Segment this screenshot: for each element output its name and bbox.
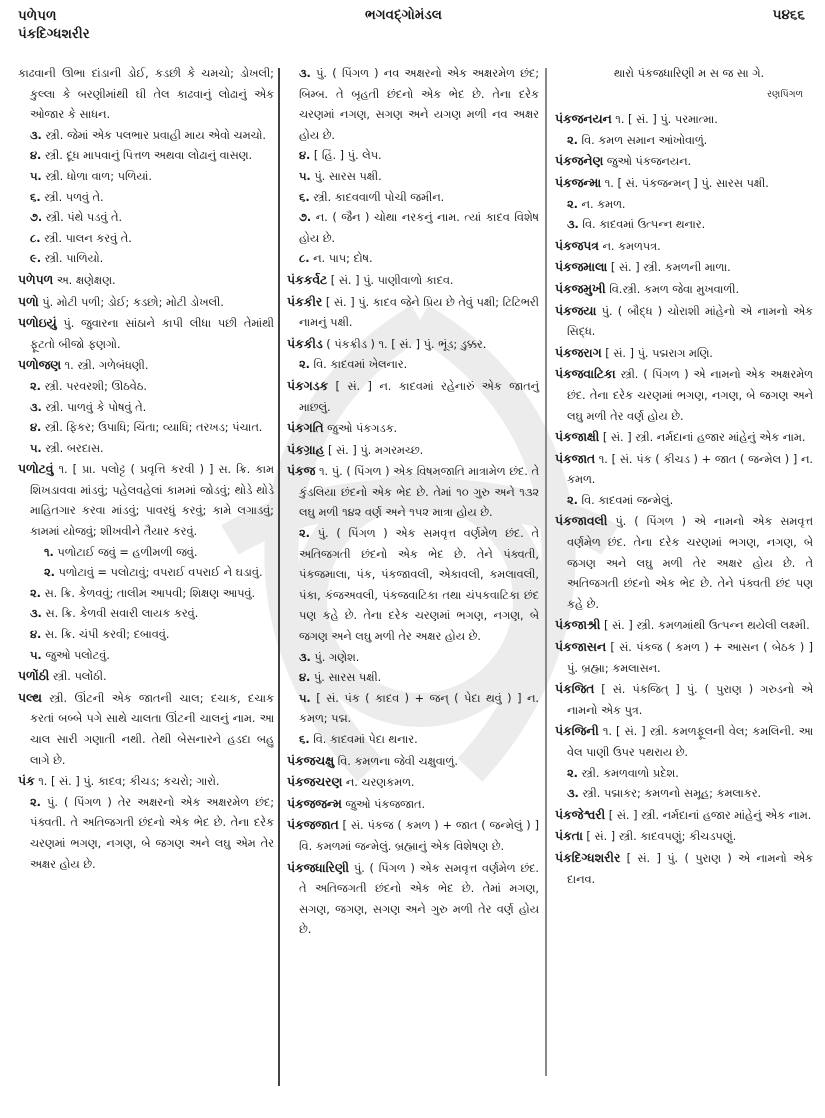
- dictionary-entry: [287, 440, 539, 462]
- sense-text: સ. ક્રિ. ચંપી કરવી; દબાવવું.: [44, 628, 170, 642]
- dictionary-entry: [555, 279, 813, 301]
- entry-sense: [18, 167, 274, 188]
- entry-headword: પળોટવું: [18, 462, 54, 477]
- verse-source: રણપિંગળ: [767, 88, 803, 100]
- entry-headword: પંકજયા: [555, 303, 597, 318]
- entry-sense: [287, 167, 539, 188]
- entry-sense: [287, 208, 539, 249]
- entry-headword: પંકજજાત: [287, 818, 339, 833]
- column-divider: [545, 68, 547, 1076]
- sense-number: ૨.: [567, 493, 578, 507]
- sense-number: ૭.: [30, 211, 43, 225]
- entry-headword: પંકગ્રાહ: [287, 442, 325, 457]
- entry-sense: [287, 730, 539, 751]
- entry-headword: પળો: [18, 294, 39, 309]
- entry-sense: [287, 64, 539, 146]
- sense-text: પું. ( પિંગળ ) એક સમવૃત્ત વર્ણમેળ છંદ. તે અતિજગતી છંદનો એક ભેદ છે. તેને પંક્વતી, પંકજમાલા, પંક, પંકજાવલી, એકાવલી, કમલાવલી, પંકા, કંજઅવલી, પંકજવાટિકા તથા ચંપકવાટિકા છંદ પણ કહે છે. તેના દરેક ચરણમાં ભગણ, નગણ, બે જગણ અને લઘુ મળી તેર અક્ષર હોય છે.: [299, 527, 539, 644]
- entry-headword: પંકજવાટિકા: [555, 367, 616, 382]
- sense-text: સ્ત્રી. પાળવું કે પોષવું તે.: [45, 400, 147, 414]
- sense-number: ૨.: [299, 527, 310, 541]
- dictionary-entry: [287, 794, 539, 816]
- entry-sense: [18, 249, 274, 270]
- entry-sense: [18, 625, 274, 646]
- entry-sense: [18, 418, 274, 439]
- entry-headword: પંકજમુખી: [555, 281, 606, 296]
- entry-definition: જુઓ પંકગડક.: [327, 422, 398, 436]
- entry-definition: [ સં. પંકજિત્ ] પું. ( પુરાણ ) ગરુડનો એ નામનો એક પુત્ર.: [567, 683, 813, 717]
- entry-definition: [ સં. ] ન. કાદવમાં રહેનારું એક જાતનું માછલું.: [299, 379, 539, 414]
- sense-number: ૫.: [299, 691, 311, 705]
- entry-sense: [287, 188, 539, 209]
- sense-number: ૫.: [30, 648, 42, 662]
- sense-number: ૩.: [30, 128, 42, 142]
- entry-headword: પંકદિગ્ધશરીર: [555, 850, 621, 865]
- entry-definition: [ સં. ] સ્ત્રી. કમળની માળા.: [610, 261, 731, 275]
- entry-sense: [287, 355, 539, 376]
- sense-number: ૪.: [30, 149, 42, 163]
- dictionary-entry: [287, 418, 539, 440]
- dictionary-entry: [555, 805, 813, 827]
- sense-number: ૨.: [299, 358, 310, 372]
- entry-headword: પંકજનેણ: [555, 154, 604, 169]
- entry-headword: પંકગડક: [287, 378, 329, 393]
- sense-number: ૨.: [567, 133, 578, 147]
- sense-number: ૩.: [30, 400, 42, 414]
- sense-text: પળોટાઈ જવું = હળીમળી જવું.: [57, 545, 198, 559]
- dictionary-entry: [555, 257, 813, 279]
- entry-headword: પંકજિની: [555, 724, 599, 739]
- entry-sense: [287, 648, 539, 669]
- page-number: ૫૪૬૬: [772, 7, 805, 23]
- entry-sense: [555, 215, 813, 236]
- entry-headword: પંકગતિ: [287, 421, 324, 436]
- sense-number: ૫.: [30, 441, 42, 455]
- sense-text: સ્ત્રી. પાલન કરવું તે.: [44, 231, 132, 245]
- entry-definition: પું. મોટી પળી; ડોઈ; કડછો; મોટી ડોખલી.: [42, 295, 224, 309]
- entry-headword: પળોંઠી: [18, 669, 50, 684]
- entry-definition: [ સં. ] સ્ત્રી. કાદવપણું; કીચડપણું.: [586, 830, 737, 844]
- sense-text: પું. ( પિંગળ ) નવ અક્ષરનો એક અક્ષરમેળ છંદ; બિમ્બ. તે બૃહતી છંદનો એક ભેદ છે. તેના દરેક ચરણમાં નગણ, સગણ અને યગણ મળી નવ અક્ષર હોય છે.: [299, 67, 540, 142]
- sense-text: વિ. કાદવમાં ઉત્પન્ન થનાર.: [582, 218, 706, 232]
- entry-headword: પંકજાવલી: [555, 514, 608, 529]
- entry-definition: [ સં. ] પું. પાણીવાળો કાદવ.: [330, 273, 454, 287]
- sense-text: જુઓ પલોટવું.: [45, 648, 110, 662]
- dictionary-entry: [555, 637, 813, 679]
- entry-definition: [ સં. પંકજ ( કમળ ) + આસન ( બેઠક ) ] પું. બ્રહ્મા; કમલાસન.: [567, 641, 814, 675]
- dictionary-entry: [555, 364, 813, 427]
- dictionary-entry: [555, 173, 813, 195]
- column-left: [18, 64, 274, 875]
- entry-definition: પું. ( બૌદ્ધ ) ચોરાશી માંહેનો એ નામનો એક સિદ્ધ.: [567, 304, 813, 339]
- sense-text: પળોટાવું = પલોટાવું; વપરાઈ વપરાઈ ને ઘડાવું.: [58, 566, 263, 580]
- entry-definition: પું. ( પિંગળ ) એ નામનો એક સમવૃત્ત વર્ણમેળ છંદ. તેના દરેક ચરણમાં ભગણ, નગણ, બે જગણ અને લઘુ મળી તેર અક્ષર હોય છે. તે અતિજગતી છંદનો એક ભેદ છે. તેને પંક્વતી છંદ પણ કહે છે.: [567, 515, 813, 611]
- sense-text: સ્ત્રી. પદ્માકર; કમળનો સમૂહ; કમલાકર.: [582, 787, 762, 801]
- book-title: ભગવદ્ગોમંડલ: [365, 7, 442, 23]
- entry-headword: પળોજણ: [18, 358, 62, 373]
- column-divider: [278, 68, 280, 1086]
- sense-text: [ સં. પંક ( કાદવ ) + જન્ ( પેદા થવું ) ] ન. કમળ; પદ્મ.: [299, 691, 539, 726]
- sense-text: સ. ક્રિ. કેળવી સવારી લાયક કરવું.: [45, 607, 199, 621]
- dictionary-entry: [18, 270, 274, 292]
- dictionary-entry: [555, 721, 813, 763]
- entry-definition: સ્ત્રી. ઊંટની એક જાતની ચાલ; દચાક, દચાક કરતાં બબ્બે પગે સાથે ચાલતા ઊંટની ચાલનું નામ. આ ચાલ સારી ગણાતી નથી. તેથી બેસનારને હડદા બહુ લાગે છે.: [30, 691, 274, 767]
- dictionary-entry: [287, 751, 539, 773]
- entry-sense: [18, 646, 274, 667]
- entry-definition: ૧. [ સં. ] પું. પરમાત્મા.: [615, 113, 718, 127]
- sense-number: ૩.: [299, 650, 311, 664]
- sense-text: સ્ત્રી. પાળિયો.: [44, 252, 104, 266]
- entry-sense: [555, 131, 813, 152]
- sense-text: વિ. કાદવમાં ખેલનાર.: [313, 358, 408, 372]
- sense-text: સ્ત્રી. બરદાસ.: [45, 441, 104, 455]
- sense-number: ૬.: [30, 190, 41, 204]
- entry-definition: સ્ત્રી. પલોંઠી.: [52, 670, 107, 684]
- dictionary-entry: [18, 666, 274, 688]
- entry-sense: [18, 146, 274, 167]
- entry-sense: [287, 689, 539, 730]
- sense-text: સ્ત્રી. પરવરશી; ઊઠવેઠ.: [44, 379, 147, 393]
- entry-headword: પળોઇયું: [18, 316, 57, 331]
- dictionary-entry: [287, 858, 539, 941]
- dictionary-entry: [555, 109, 813, 131]
- sense-text: પું. ગણેશ.: [314, 650, 360, 664]
- entry-headword: પંકજન્મા: [555, 175, 602, 190]
- sense-text: સ્ત્રી. ફિકર; ઉપાધિ; ચિંતા; વ્યાધિ; તરખડ; પંચાત.: [44, 421, 263, 435]
- sense-text: પું. સારસ પક્ષી.: [314, 169, 382, 183]
- sense-text: સ્ત્રી. દૂધ માપવાનું પિત્તળ અથવા લોઢાનું વાસણ.: [44, 149, 253, 163]
- sense-number: ૪.: [299, 671, 311, 685]
- sense-number: ૪.: [30, 421, 42, 435]
- entry-sense: [18, 439, 274, 460]
- entry-sense: [18, 398, 274, 419]
- sense-number: ૨.: [30, 586, 41, 600]
- dictionary-entry: [555, 151, 813, 173]
- sense-number: ૨.: [567, 197, 578, 211]
- entry-headword: પંકજચરણ: [287, 775, 343, 790]
- sense-number: ૨.: [567, 766, 578, 780]
- sense-number: ૨.: [30, 379, 41, 393]
- entry-sense: [555, 764, 813, 785]
- sense-text: વિ. કાદવમાં પેદા થનાર.: [313, 733, 418, 746]
- entry-definition: [ સં. ] સ્ત્રી. નર્મદાનાં હજાર માંહેનું એક નામ.: [602, 431, 806, 445]
- dictionary-entry: [18, 313, 274, 355]
- dictionary-entry: [287, 461, 539, 524]
- entry-definition: ૧. સ્ત્રી. ગળેબંધણી.: [64, 359, 149, 373]
- sense-text: [ હિં. ] પું. લેપ.: [313, 149, 382, 163]
- dictionary-entry: [555, 236, 813, 258]
- entry-definition: ( પંકક્રીડ ) ૧. [ સં. ] પું. ભૂંડ; ડુક્કર.: [326, 337, 487, 351]
- dictionary-entry: [555, 848, 813, 890]
- guide-word-last: પંકદિગ્ધશરીર: [18, 26, 90, 42]
- entry-headword: પંક: [18, 774, 35, 789]
- entry-sense: [18, 126, 274, 147]
- dictionary-entry: [555, 511, 813, 615]
- dictionary-entry: [18, 459, 274, 542]
- sense-number: ૨.: [30, 795, 41, 809]
- entry-sense: [18, 377, 274, 398]
- entry-definition: ૧. [ પ્રા. પલોટ્ટ ( પ્રવૃત્તિ કરવી ) ] સ. ક્રિ. કામ શિખડાવવા માંડવું; પહેલવહેલાં કામમાં જોડવું; થોડે થોડે માહિતગાર કરવા માંડવું; પાવરધું કરવું; કામે લગાડવું; કામમાં યોજવું; શીખવીને તૈયાર કરવું.: [30, 463, 274, 539]
- entry-headword: પંકકીર: [287, 294, 323, 309]
- sense-text: પું. સારસ પક્ષી.: [313, 671, 382, 685]
- entry-sense: [18, 208, 274, 229]
- sense-text: વિ. કમળ સમાન આંખોવાળું.: [581, 133, 708, 147]
- sense-number: ૩.: [299, 67, 311, 80]
- sense-text: સ. ક્રિ. કેળવવું; તાલીમ આપવી; શિક્ષણ આપવું.: [44, 586, 256, 600]
- entry-definition: [ સં. ] પું. પદ્મરાગ મણિ.: [605, 346, 713, 360]
- entry-definition: પું. જુવારના સાંઠાને કાપી લીધા પછી તેમાંથી ફૂટતો બીજો ફણગો.: [30, 317, 274, 351]
- entry-definition: ૧. પું. ( પિંગળ ) એક વિષમજાતિ માત્રામેળ છંદ. તે કુંડલિયા છંદનો એક ભેદ છે. તેમાં ૧૦ ગુરુ અને ૧૩૨ લઘુ મળી ૧૪૨ વર્ણ અને ૧૫૨ માત્રા હોય છે.: [299, 465, 539, 520]
- column-middle: [287, 64, 539, 941]
- entry-sense: [555, 784, 813, 805]
- sense-number: ૫.: [299, 169, 311, 183]
- dictionary-entry: [555, 826, 813, 848]
- guide-word-first: પળેપળ: [18, 8, 57, 24]
- dictionary-entry: [287, 772, 539, 794]
- dictionary-entry: [18, 771, 274, 793]
- guide-words: [18, 7, 90, 43]
- entry-headword: પંકજેશ્વરી: [555, 807, 606, 822]
- entry-sense: [287, 249, 539, 270]
- entry-sense: [287, 146, 539, 167]
- sense-text: સ્ત્રી. કાદવવાળી પોચી જમીન.: [313, 190, 445, 204]
- entry-definition: ૧. [ સં. પંક ( કીચડ ) + જાત ( જન્મેલ ) ] ન. કમળ.: [567, 452, 813, 487]
- sense-number: ૩.: [30, 607, 42, 621]
- entry-definition: ૧. [ સં. ] પું. કાદવ; કીચડ; કચરો; ગારો.: [38, 775, 220, 789]
- entry-sense: [18, 584, 274, 605]
- dictionary-entry: [555, 449, 813, 491]
- dictionary-entry: [287, 292, 539, 334]
- entry-sense: [287, 524, 539, 648]
- sense-text: ન. કમળ.: [581, 197, 626, 211]
- page-header: [0, 0, 825, 64]
- entry-definition: અ. ક્ષણેક્ષણ.: [56, 273, 116, 287]
- entry-headword: પંકજજન્મ: [287, 796, 342, 811]
- entry-definition: [ સં. ] પું. કાદવ જેને પ્રિય છે તેવું પક્ષી; ટિટિભરી નામનું પક્ષી.: [299, 295, 540, 330]
- entry-definition: [ સં. ] સ્ત્રી. કમળમાંથી ઉત્પન્ન થયેલી લક્ષ્મી.: [604, 619, 810, 633]
- sense-text: સ્ત્રી. પંથે પડવું તે.: [45, 211, 123, 225]
- sense-text: સ્ત્રી. ધોળા વાળ; પળિયાં.: [45, 169, 152, 183]
- entry-definition: જુઓ પંકજનયન.: [606, 155, 692, 169]
- entry-definition: ન. ચરણકમળ.: [345, 776, 415, 790]
- sense-number: ૯.: [30, 252, 41, 266]
- entry-headword: પંકજ: [287, 464, 316, 479]
- entry-sense: [18, 229, 274, 250]
- entry-headword: પલ્થ: [18, 690, 42, 705]
- dictionary-entry: [555, 679, 813, 721]
- continued-definition: કાઢવાની ઊભા દાંડાની ડોઈ, કડછી કે ચમચો; ડોખલી; કુલ્લા કે બરણીમાંથી ઘી તેલ કાઢવાનું લોઢાનું એક ઓજાર કે સાધન.: [18, 67, 274, 122]
- sense-number: ૮.: [299, 252, 310, 266]
- sense-number: ૮.: [30, 231, 41, 245]
- entry-sense: [18, 563, 274, 584]
- entry-definition: વિ.સ્ત્રી. કમળ જેવા મુખવાળી.: [609, 282, 740, 296]
- dictionary-columns: [0, 64, 825, 1114]
- entry-headword: પંકકર્વટ: [287, 272, 328, 287]
- column-right: [555, 64, 813, 890]
- entry-definition: સ્ત્રી. ( પિંગળ ) એ નામનો એક અક્ષરમેળ છંદ. તેના દરેક ચરણમાં ભગણ, નગણ, બે જગણ અને લઘુ મળી તેર વર્ણ હોય છે.: [567, 368, 813, 423]
- sense-number: ૧.: [44, 545, 54, 559]
- sense-text: ન. ( જૈન ) ચોથા નરકનું નામ. ત્યાં કાદવ વિશેષ હોય છે.: [299, 211, 539, 245]
- sense-number: ૬.: [299, 190, 310, 204]
- entry-definition: ૧. [ સં. પંકજન્મન્ ] પું. સારસ પક્ષી.: [604, 176, 769, 190]
- entry-headword: પંકકીડ: [287, 336, 323, 351]
- entry-headword: પંકજપત્ર: [555, 238, 599, 253]
- dictionary-entry: [287, 815, 539, 857]
- entry-headword: પંકજમાલા: [555, 260, 608, 275]
- entry-headword: પંકજિત: [555, 682, 595, 697]
- entry-headword: પળેપળ: [18, 272, 54, 287]
- entry-sense: [287, 668, 539, 689]
- entry-definition: વિ. કમળના જેવી ચક્ષુવાળું.: [337, 754, 458, 768]
- entry-sense: [555, 195, 813, 216]
- entry-definition: ૧. [ સં. ] સ્ત્રી. કમળફૂલની વેલ; કમલિની. આ વેલ પાણી ઉપર પથરાય છે.: [567, 725, 813, 759]
- entry-definition: જુઓ પંકજજાત.: [345, 797, 426, 811]
- entry-sense: [555, 491, 813, 512]
- entry-headword: પંકજાશ્રી: [555, 618, 601, 633]
- sense-text: પું. ( પિંગળ ) તેર અક્ષરનો એક અક્ષરમેળ છંદ; પંક્વતી. તે અતિજગતી છંદનો એક ભેદ છે. તેના દરેક ચરણમાં ભગણ, નગણ, બે જગણ અને લઘુ એમ તેર અક્ષર હોય છે.: [30, 795, 275, 871]
- dictionary-entry: [287, 334, 539, 356]
- dictionary-entry: [555, 301, 813, 343]
- entry-sense: [18, 188, 274, 209]
- sense-text: સ્ત્રી. કમળવાળો પ્રદેશ.: [581, 766, 679, 780]
- sense-text: ન. પાપ; દોષ.: [313, 252, 373, 266]
- sense-number: ૬.: [299, 733, 310, 746]
- dictionary-entry: [287, 270, 539, 292]
- entry-headword: પંકજનયન: [555, 112, 612, 127]
- dictionary-entry: [555, 427, 813, 449]
- sense-number: ૩.: [567, 787, 579, 801]
- entry-headword: પંકજરાગ: [555, 345, 602, 360]
- sense-text: સ્ત્રી. જેમાં એક પલભાર પ્રવાહી માય એવો ચમચો.: [45, 128, 266, 142]
- entry-headword: પંકજાસન: [555, 640, 606, 655]
- entry-definition: [ સં. ] સ્ત્રી. નર્મદાનાં હજાર માંહેનું એક નામ.: [608, 808, 812, 822]
- entry-headword: પંકજચક્ષુ: [287, 753, 335, 768]
- dictionary-entry: [555, 343, 813, 365]
- dictionary-entry: [555, 615, 813, 637]
- sense-number: ૪.: [299, 149, 311, 163]
- entry-definition: [ સં. ] પું. ( પુરાણ ) એ નામનો એક દાનવ.: [567, 851, 813, 886]
- sense-text: સ્ત્રી. પળવું તે.: [44, 190, 104, 204]
- entry-definition: [ સં. પંકજ ( કમળ ) + જાત ( જન્મેલું ) ] વિ. કમળમાં જન્મેલું. બ્રહ્માનું એક વિશેષણ છે.: [299, 819, 539, 853]
- dictionary-entry: [18, 355, 274, 377]
- entry-sense: [18, 604, 274, 625]
- entry-headword: પંકતા: [555, 829, 583, 844]
- sense-number: ૩.: [567, 218, 579, 232]
- dictionary-entry: [18, 688, 274, 771]
- sense-number: ૨.: [44, 566, 55, 580]
- dictionary-entry: [287, 376, 539, 418]
- entry-definition: પું. ( પિંગળ ) એક સમવૃત્ત વર્ણમેળ છંદ. તે અતિજગતી છંદનો એક ભેદ છે. તેમાં મગણ, સગણ, જગણ, સગણ અને ગુરુ મળી તેર વર્ણ હોય છે.: [299, 861, 539, 937]
- verse-quote: થારો પંકજધારિણી મ સ જ સા ગે.: [613, 67, 765, 80]
- entry-sense: [18, 793, 274, 875]
- sense-number: ૭.: [299, 211, 312, 225]
- entry-headword: પંકજધારિણી: [287, 860, 350, 875]
- entry-definition: [ સં. ] પું. મગરમચ્છ.: [328, 443, 424, 457]
- dictionary-entry: [18, 292, 274, 314]
- entry-sense: [18, 543, 274, 564]
- entry-headword: પંકજાત: [555, 451, 596, 466]
- entry-headword: પંકજાક્ષી: [555, 430, 600, 445]
- sense-text: વિ. કાદવમાં જન્મેલું.: [581, 493, 674, 507]
- sense-number: ૪.: [30, 628, 42, 642]
- sense-number: ૫.: [30, 169, 42, 183]
- entry-definition: ન. કમળપત્ર.: [602, 239, 661, 253]
